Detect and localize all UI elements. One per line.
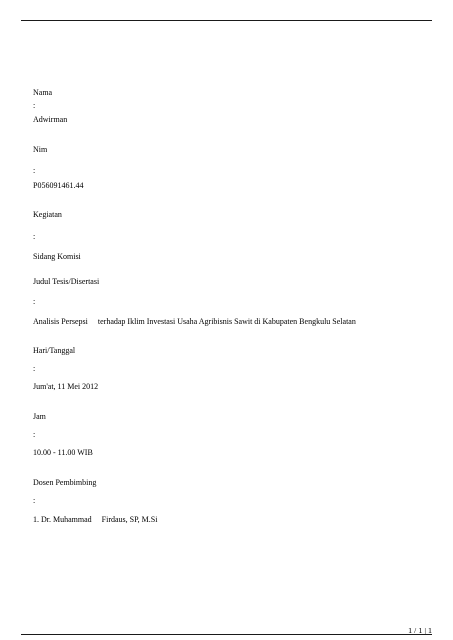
field-separator-nim: : <box>33 166 36 175</box>
field-value-judul: Analisis Persepsi terhadap Iklim Investasi Usaha Agribisnis Sawit di Kabupaten Bengkulu Selatan <box>33 317 356 326</box>
field-label-hari-tanggal: Hari/Tanggal <box>33 346 76 355</box>
bottom-rule <box>21 634 432 635</box>
field-separator-kegiatan: : <box>33 232 36 241</box>
field-value-nama: Adwirman <box>33 115 68 124</box>
field-label-judul: Judul Tesis/Disertasi <box>33 277 100 286</box>
field-separator-hari-tanggal: : <box>33 364 36 373</box>
field-value-jam: 10.00 - 11.00 WIB <box>33 448 93 457</box>
field-separator-nama: : <box>33 101 36 110</box>
field-value-kegiatan: Sidang Komisi <box>33 252 81 261</box>
field-separator-judul: : <box>33 297 36 306</box>
field-value-hari-tanggal: Jum'at, 11 Mei 2012 <box>33 382 99 391</box>
field-label-kegiatan: Kegiatan <box>33 210 62 219</box>
field-label-jam: Jam <box>33 412 46 421</box>
field-value-dosen: 1. Dr. Muhammad Firdaus, SP, M.Si <box>33 515 158 524</box>
field-separator-jam: : <box>33 430 36 439</box>
field-label-nama: Nama <box>33 88 53 97</box>
field-label-dosen: Dosen Pembimbing <box>33 478 97 487</box>
top-rule <box>21 20 432 21</box>
page-number: 1 / 1 | 1 <box>408 628 432 634</box>
field-separator-dosen: : <box>33 496 36 505</box>
field-label-nim: Nim <box>33 145 48 154</box>
field-value-nim: P056091461.44 <box>33 181 84 190</box>
